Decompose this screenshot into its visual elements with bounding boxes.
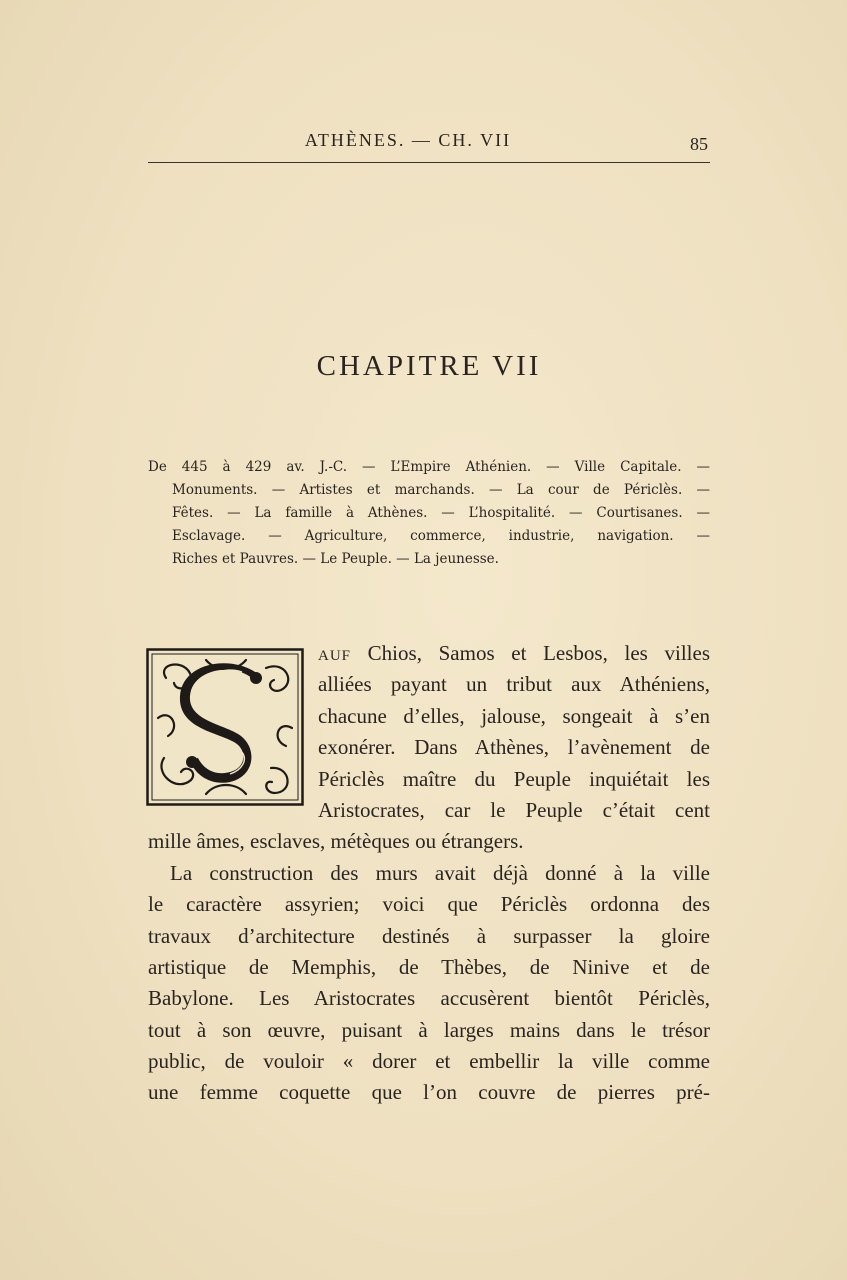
body-line: travaux d’architecture destinés à surpasser la gloire: [148, 923, 710, 948]
body-line: public, de vouloir « dorer et embellir la ville comme: [148, 1049, 710, 1074]
body-line: Périclès maître du Peuple inquiétait les: [318, 766, 710, 791]
chapter-summary: [148, 456, 710, 571]
body-line: exonérer. Dans Athènes, l’avènement de: [318, 735, 710, 760]
summary-line: De 445 à 429 av. J.-C. — L’Empire Athénien. — Ville Capitale. —: [148, 459, 710, 475]
summary-line: Fêtes. — La famille à Athènes. — L’hospitalité. — Courtisanes. —: [172, 505, 710, 521]
body-line: artistique de Memphis, de Thèbes, de Ninive et de: [148, 954, 710, 979]
body-line: Aristocrates, car le Peuple c’était cent: [318, 797, 710, 822]
body-line: mille âmes, esclaves, métèques ou étrangers.: [148, 829, 524, 854]
chapter-title: CHAPITRE VII: [316, 350, 542, 382]
body-line-text: Chios, Samos et Lesbos, les villes: [351, 641, 710, 665]
header-rule: [148, 162, 710, 163]
drop-cap-continuation: AUF: [318, 648, 352, 664]
body-line: le caractère assyrien; voici que Périclès ordonna des: [148, 892, 710, 917]
body-line: La construction des murs avait déjà donné à la ville: [170, 860, 710, 885]
body-line: Babylone. Les Aristocrates accusèrent bientôt Périclès,: [148, 986, 710, 1011]
body-line: alliées payant un tribut aux Athéniens,: [318, 672, 710, 697]
running-head: [148, 126, 710, 156]
body-text: [148, 638, 710, 1109]
page-number: 85: [690, 134, 708, 154]
running-head-title: ATHÈNES. — CH. VII: [304, 130, 512, 150]
body-line: [148, 638, 710, 669]
summary-line: Riches et Pauvres. — Le Peuple. — La jeunesse.: [172, 551, 499, 567]
summary-line: Esclavage. — Agriculture, commerce, industrie, navigation. —: [172, 528, 710, 544]
body-line: une femme coquette que l’on couvre de pierres pré-: [148, 1080, 710, 1105]
body-line: tout à son œuvre, puisant à larges mains dans le trésor: [148, 1017, 710, 1042]
summary-line: Monuments. — Artistes et marchands. — La cour de Périclès. —: [172, 482, 710, 498]
body-line: chacune d’elles, jalouse, songeait à s’en: [318, 703, 710, 728]
